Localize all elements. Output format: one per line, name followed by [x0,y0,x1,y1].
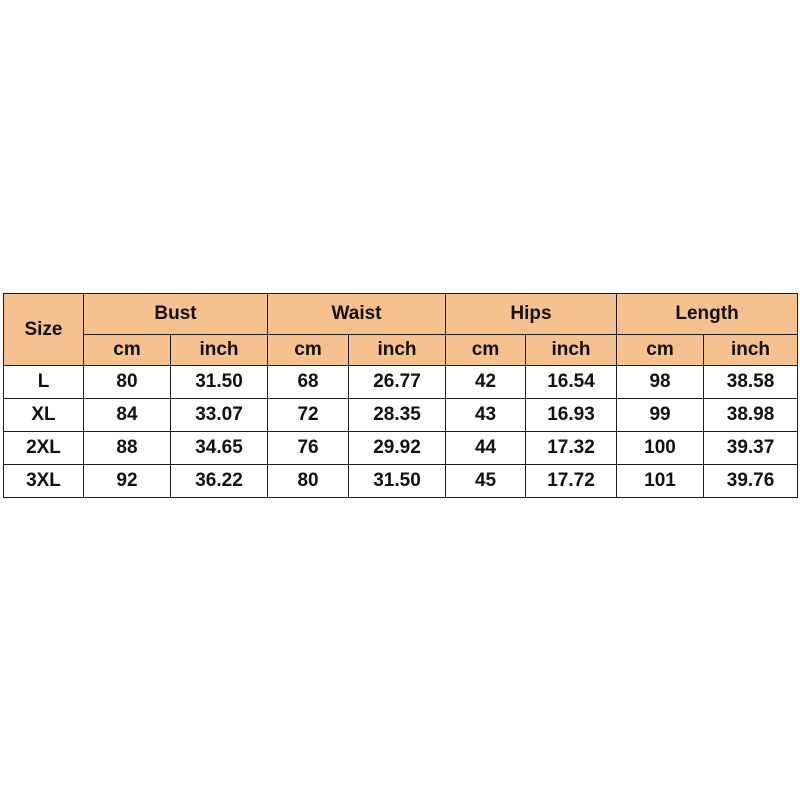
waist-inch-cell: 29.92 [349,432,446,465]
length-inch-cell: 38.58 [704,366,798,399]
waist-cm-cell: 68 [268,366,349,399]
bust-inch-header: inch [171,335,268,366]
hips-cm-cell: 44 [446,432,526,465]
bust-inch-cell: 36.22 [171,465,268,498]
bust-inch-cell: 34.65 [171,432,268,465]
hips-cm-cell: 43 [446,399,526,432]
waist-cm-cell: 80 [268,465,349,498]
bust-cm-cell: 84 [84,399,171,432]
bust-inch-cell: 31.50 [171,366,268,399]
size-cell: 3XL [4,465,84,498]
length-inch-header: inch [704,335,798,366]
header-group-row [4,294,798,335]
waist-cm-cell: 76 [268,432,349,465]
waist-inch-cell: 31.50 [349,465,446,498]
hips-cm-cell: 45 [446,465,526,498]
waist-inch-cell: 26.77 [349,366,446,399]
hips-inch-cell: 16.93 [526,399,617,432]
size-cell: L [4,366,84,399]
waist-inch-header: inch [349,335,446,366]
table-row [4,432,798,465]
length-cm-cell: 101 [617,465,704,498]
size-cell: 2XL [4,432,84,465]
hips-cm-header: cm [446,335,526,366]
hips-inch-cell: 17.72 [526,465,617,498]
waist-group-header: Waist [268,294,446,335]
waist-cm-cell: 72 [268,399,349,432]
hips-inch-cell: 17.32 [526,432,617,465]
length-cm-cell: 99 [617,399,704,432]
bust-cm-cell: 80 [84,366,171,399]
hips-inch-cell: 16.54 [526,366,617,399]
table-row [4,399,798,432]
table-row [4,465,798,498]
length-group-header: Length [617,294,798,335]
bust-cm-cell: 88 [84,432,171,465]
bust-cm-header: cm [84,335,171,366]
length-cm-header: cm [617,335,704,366]
waist-inch-cell: 28.35 [349,399,446,432]
waist-cm-header: cm [268,335,349,366]
hips-inch-header: inch [526,335,617,366]
size-chart-table [3,293,798,498]
bust-cm-cell: 92 [84,465,171,498]
size-cell: XL [4,399,84,432]
length-inch-cell: 39.37 [704,432,798,465]
bust-inch-cell: 33.07 [171,399,268,432]
table-row [4,366,798,399]
header-unit-row [4,335,798,366]
hips-group-header: Hips [446,294,617,335]
length-inch-cell: 38.98 [704,399,798,432]
length-cm-cell: 100 [617,432,704,465]
length-cm-cell: 98 [617,366,704,399]
bust-group-header: Bust [84,294,268,335]
length-inch-cell: 39.76 [704,465,798,498]
size-column-header: Size [4,294,84,366]
hips-cm-cell: 42 [446,366,526,399]
